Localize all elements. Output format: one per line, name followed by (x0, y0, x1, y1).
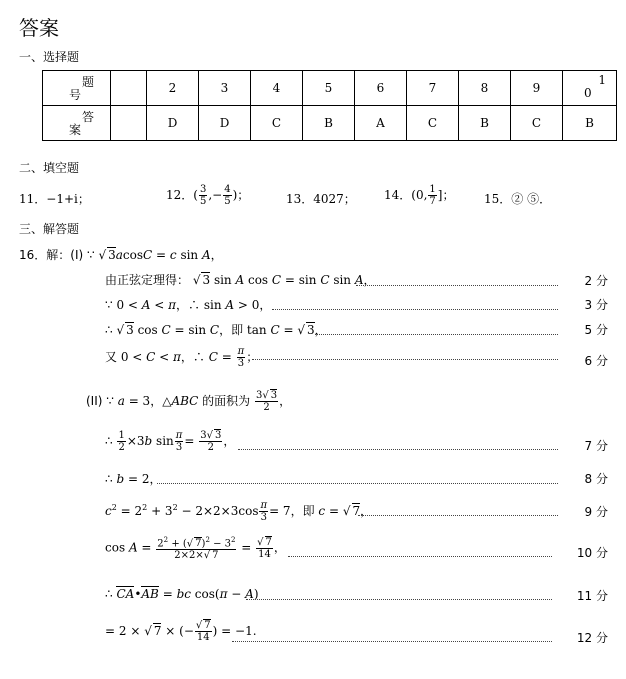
section-choice-heading: 一、选择题 (19, 50, 80, 64)
document-title: 答案 (19, 16, 59, 40)
step-7: $c^2 = 2^2 + 3^2 - 2\times 2\times 3\cos$ $\frac{\pi}{3}$ = 7，即 c = √ 7， (105, 500, 373, 523)
cell-answer-10: B (563, 106, 617, 141)
step-6-leader (157, 483, 558, 484)
cell-number-10-top: 1 (598, 73, 606, 87)
cell-answer-6: A (355, 106, 407, 141)
step-3-leader (315, 334, 558, 335)
step-3-mid: ，即 (219, 323, 244, 337)
q12-frac2-den: 5 (224, 196, 231, 207)
step-3-score: 5 分 (584, 323, 608, 337)
fill-answer-15: 15．② ⑤． (484, 192, 552, 206)
q14-frac-den: 7 (429, 196, 436, 207)
q12-frac1 (199, 184, 207, 207)
q12-frac1-num: 3 (199, 184, 207, 195)
table-row-answers (43, 106, 617, 141)
step-2: ∵ 0 < A < π，∴ sin A > 0， (105, 298, 272, 312)
cell-number-10 (563, 71, 617, 106)
step-10-leader (232, 641, 552, 642)
part2-label: (II) (86, 394, 103, 408)
cell-number-1 (111, 71, 147, 106)
cell-number-4: 4 (251, 71, 303, 106)
step-1-label: 由正弦定理得： (105, 273, 190, 287)
step-9-leader (246, 599, 552, 600)
q12-frac1-den: 5 (199, 196, 207, 207)
row-label-number-b: 号 (69, 88, 82, 102)
cell-answer-9: C (511, 106, 563, 141)
fill-answer-11: 11．−1+i； (19, 192, 90, 206)
step-5-score: 7 分 (584, 439, 608, 453)
cell-number-6: 6 (355, 71, 407, 106)
cell-answer-1 (111, 106, 147, 141)
step-9: ∴ CA•AB = bc cos(π − A) (105, 587, 259, 601)
step-9-score: 11 分 (576, 589, 608, 603)
step-8-label: cos (105, 540, 126, 555)
q16-head: 16．解：(I) ∵ √ 3acosC = c sin A， (19, 248, 223, 262)
fill-answer-14 (384, 184, 454, 207)
step-2-score: 3 分 (584, 298, 608, 312)
part2-mid: 的面积为 (202, 394, 251, 408)
cell-number-5: 5 (303, 71, 355, 106)
step-2-leader (272, 309, 558, 310)
step-4: 又 0 < C < π，∴ C = $\frac{\pi}{3}$ ； (105, 346, 259, 369)
q14-prefix: 14．(0, (384, 188, 428, 202)
section-fill-heading: 二、填空题 (19, 161, 80, 175)
q12-suffix: )； (232, 188, 250, 202)
part2-head: (II) ∵ a = 3，△ABC 的面积为 $\frac{3√ 3}{2}$ ， (86, 390, 292, 413)
q14-frac-num: 1 (429, 184, 436, 195)
q16-label: 16．解：(I) (19, 248, 84, 262)
cell-answer-8: B (459, 106, 511, 141)
step-6-score: 8 分 (584, 472, 608, 486)
q12-prefix: 12．( (166, 188, 198, 202)
row-label-answer (43, 106, 111, 141)
step-7-leader (358, 515, 558, 516)
cell-number-3: 3 (199, 71, 251, 106)
step-5-leader (238, 449, 558, 450)
step-4-score: 6 分 (584, 354, 608, 368)
cell-answer-2: D (147, 106, 199, 141)
step-1-score: 2 分 (584, 274, 608, 288)
q14-frac (428, 184, 436, 207)
step-7-score: 9 分 (584, 505, 608, 519)
cell-answer-4: C (251, 106, 303, 141)
step-8-leader (288, 556, 552, 557)
step-1-leader (356, 285, 558, 286)
table-row-numbers (43, 71, 617, 106)
cell-answer-5: B (303, 106, 355, 141)
fill-answer-12: 12．( $\frac{3}{5}$ ,− $\frac{4}{5}$ )； (166, 184, 250, 207)
cell-answer-7: C (407, 106, 459, 141)
q12-frac2 (223, 184, 231, 207)
q14-suffix: ]； (437, 188, 455, 202)
step-5: ∴ $\frac{1}{2}$ ×3b sin $\frac{\pi}{3}$ = $\frac{3√ 3}{2}$ ， (105, 430, 236, 453)
step-10-score: 12 分 (576, 631, 608, 645)
step-4-leader (252, 359, 558, 360)
cell-number-7: 7 (407, 71, 459, 106)
cell-number-2: 2 (147, 71, 199, 106)
row-label-answer-b: 案 (69, 123, 82, 137)
step-1: 由正弦定理得： √ 3 sin A cos C = sin C sin A， (105, 273, 376, 287)
cell-number-9: 9 (511, 71, 563, 106)
cell-answer-3: D (199, 106, 251, 141)
section-solution-heading: 三、解答题 (19, 222, 80, 236)
answer-table (42, 70, 617, 141)
step-8-score: 10 分 (576, 546, 608, 560)
row-label-answer-a: 答 (81, 110, 94, 124)
step-3: ∴ √ 3 cos C = sin C，即 tan C = √ 3， (105, 323, 327, 337)
step-10: = 2 × √ 7 × (− $\frac{√ 7}{14}$ ) = −1. (105, 620, 257, 643)
fill-answer-13: 13．4027； (286, 192, 356, 206)
row-label-number-a: 题 (81, 75, 94, 89)
cell-number-8: 8 (459, 71, 511, 106)
q12-frac2-num: 4 (224, 184, 231, 195)
row-label-number (43, 71, 111, 106)
step-6: ∴ b = 2， (105, 472, 162, 486)
cell-number-10-bottom: 0 (584, 86, 592, 100)
step-8: cos A = $\frac{2^2 + (√ 7)^2 - 3^2}{2\times 2\times√ 7}$ = $\frac{√ 7}{14}$ ， (105, 536, 286, 562)
